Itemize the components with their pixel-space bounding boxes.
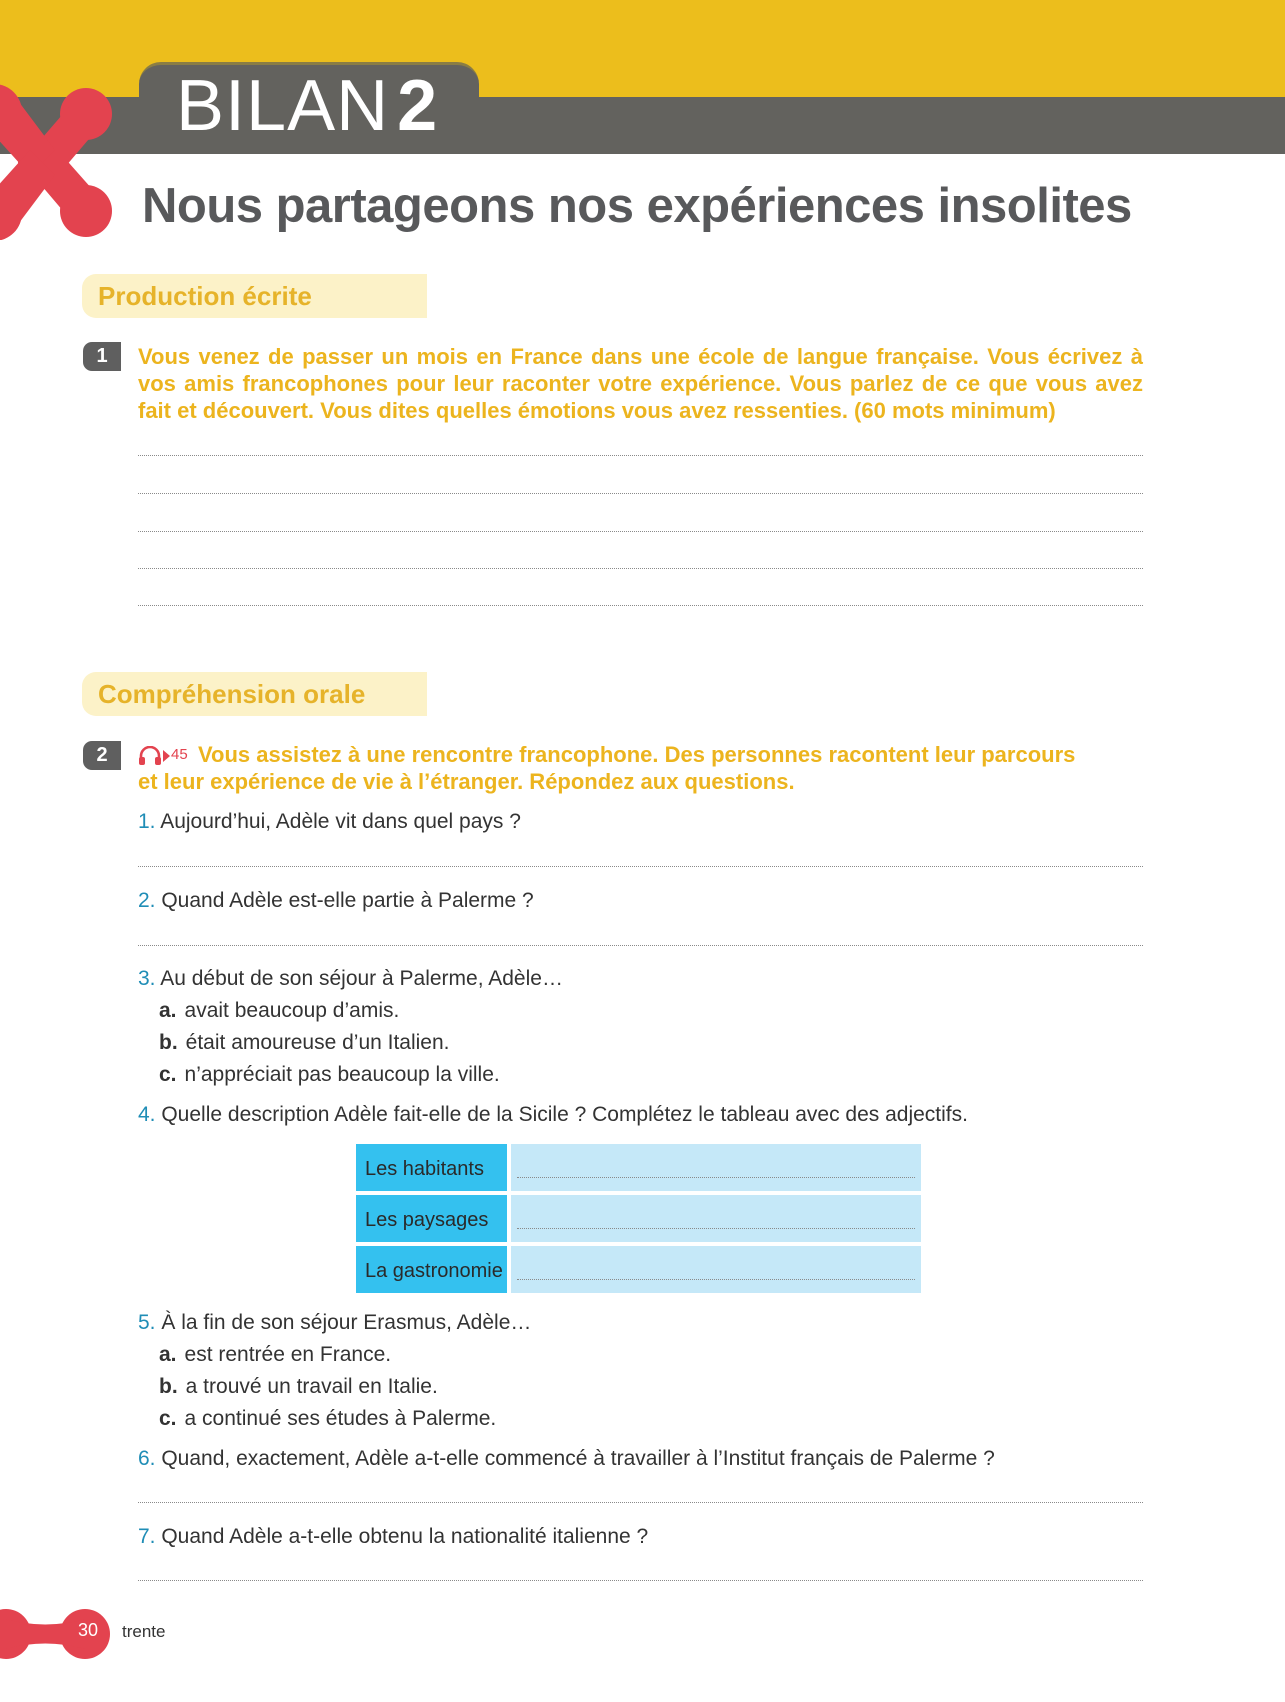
question-number: 7. bbox=[138, 1525, 156, 1548]
question-3 bbox=[138, 966, 563, 992]
molecule-logo-icon bbox=[0, 80, 115, 240]
table-answer-cell[interactable] bbox=[511, 1195, 921, 1242]
question-text: Quelle description Adèle fait-elle de la Sicile ? Complétez le tableau avec des adjectifs. bbox=[155, 1103, 968, 1126]
question-text: Au début de son séjour à Palerme, Adèle… bbox=[155, 967, 563, 990]
option-c[interactable] bbox=[159, 1406, 496, 1432]
headphones-icon[interactable] bbox=[138, 746, 162, 766]
question-2 bbox=[138, 888, 534, 914]
table-answer-cell[interactable] bbox=[511, 1144, 921, 1191]
table-row-label: Les habitants bbox=[356, 1144, 507, 1191]
question-number: 1. bbox=[138, 810, 156, 833]
option-letter: a. bbox=[159, 1343, 177, 1366]
exercise-instruction: Vous venez de passer un mois en France dans une école de langue française. Vous écrivez à vos amis francophones pour leur raconter votre expérience. Vous parlez de ce que vous avez fait et découvert. Vous dites quelles émotions vous avez ressenties. (60 mots minimum) bbox=[138, 344, 1143, 423]
track-separator-icon bbox=[163, 750, 170, 762]
option-a[interactable] bbox=[159, 998, 399, 1024]
answer-line[interactable] bbox=[517, 1228, 915, 1229]
section-label-production: Production écrite bbox=[82, 274, 427, 318]
question-7 bbox=[138, 1524, 648, 1550]
answer-line[interactable] bbox=[138, 945, 1143, 946]
question-text: Aujourd’hui, Adèle vit dans quel pays ? bbox=[155, 810, 521, 833]
answer-line[interactable] bbox=[517, 1177, 915, 1178]
question-number: 2. bbox=[138, 889, 156, 912]
answer-line[interactable] bbox=[138, 605, 1143, 606]
option-b[interactable] bbox=[159, 1030, 450, 1056]
option-c[interactable] bbox=[159, 1062, 500, 1088]
answer-line[interactable] bbox=[138, 1502, 1143, 1503]
question-number: 4. bbox=[138, 1103, 156, 1126]
question-number: 6. bbox=[138, 1447, 156, 1470]
exercise-instruction-line1: Vous assistez à une rencontre francophone. Des personnes racontent leur parcours bbox=[198, 742, 1076, 767]
option-a[interactable] bbox=[159, 1342, 391, 1368]
answer-line[interactable] bbox=[138, 866, 1143, 867]
option-letter: c. bbox=[159, 1063, 177, 1086]
question-1 bbox=[138, 809, 521, 835]
option-letter: b. bbox=[159, 1375, 178, 1398]
answer-line[interactable] bbox=[138, 531, 1143, 532]
question-6 bbox=[138, 1446, 995, 1472]
option-text: n’appréciait pas beaucoup la ville. bbox=[184, 1063, 500, 1086]
question-number: 5. bbox=[138, 1311, 156, 1334]
track-number: 45 bbox=[171, 746, 188, 763]
option-text: était amoureuse d’un Italien. bbox=[185, 1031, 450, 1054]
option-b[interactable] bbox=[159, 1374, 438, 1400]
answer-line[interactable] bbox=[138, 568, 1143, 569]
answer-line[interactable] bbox=[138, 455, 1143, 456]
answer-line[interactable] bbox=[138, 493, 1143, 494]
question-5 bbox=[138, 1310, 531, 1336]
option-letter: a. bbox=[159, 999, 177, 1022]
question-text: Quand, exactement, Adèle a-t-elle commencé à travailler à l’Institut français de Palerme ? bbox=[155, 1447, 995, 1470]
question-4 bbox=[138, 1102, 968, 1128]
option-text: est rentrée en France. bbox=[184, 1343, 392, 1366]
question-text: À la fin de son séjour Erasmus, Adèle… bbox=[155, 1311, 532, 1334]
question-text: Quand Adèle a-t-elle obtenu la nationalité italienne ? bbox=[155, 1525, 649, 1548]
answer-line[interactable] bbox=[517, 1279, 915, 1280]
option-text: a continué ses études à Palerme. bbox=[184, 1407, 497, 1430]
answer-line[interactable] bbox=[138, 1580, 1143, 1581]
question-number: 3. bbox=[138, 967, 156, 990]
exercise-number-badge: 1 bbox=[83, 342, 121, 371]
exercise-number-badge: 2 bbox=[83, 741, 121, 770]
bilan-word: BILAN bbox=[176, 66, 390, 146]
option-text: avait beaucoup d’amis. bbox=[184, 999, 400, 1022]
option-letter: c. bbox=[159, 1407, 177, 1430]
exercise-instruction-line2: et leur expérience de vie à l’étranger. Répondez aux questions. bbox=[138, 769, 795, 794]
table-row-label: La gastronomie bbox=[356, 1246, 507, 1293]
table-answer-cell[interactable] bbox=[511, 1246, 921, 1293]
table-row-label: Les paysages bbox=[356, 1195, 507, 1242]
option-text: a trouvé un travail en Italie. bbox=[185, 1375, 438, 1398]
option-letter: b. bbox=[159, 1031, 178, 1054]
bilan-number: 2 bbox=[397, 66, 439, 146]
page-title: Nous partageons nos expériences insolites bbox=[142, 179, 1132, 233]
section-label-comprehension: Compréhension orale bbox=[82, 672, 427, 716]
page-number-word: trente bbox=[122, 1622, 166, 1641]
page-number: 30 bbox=[78, 1620, 99, 1640]
question-text: Quand Adèle est-elle partie à Palerme ? bbox=[155, 889, 534, 912]
bilan-heading bbox=[176, 66, 439, 146]
